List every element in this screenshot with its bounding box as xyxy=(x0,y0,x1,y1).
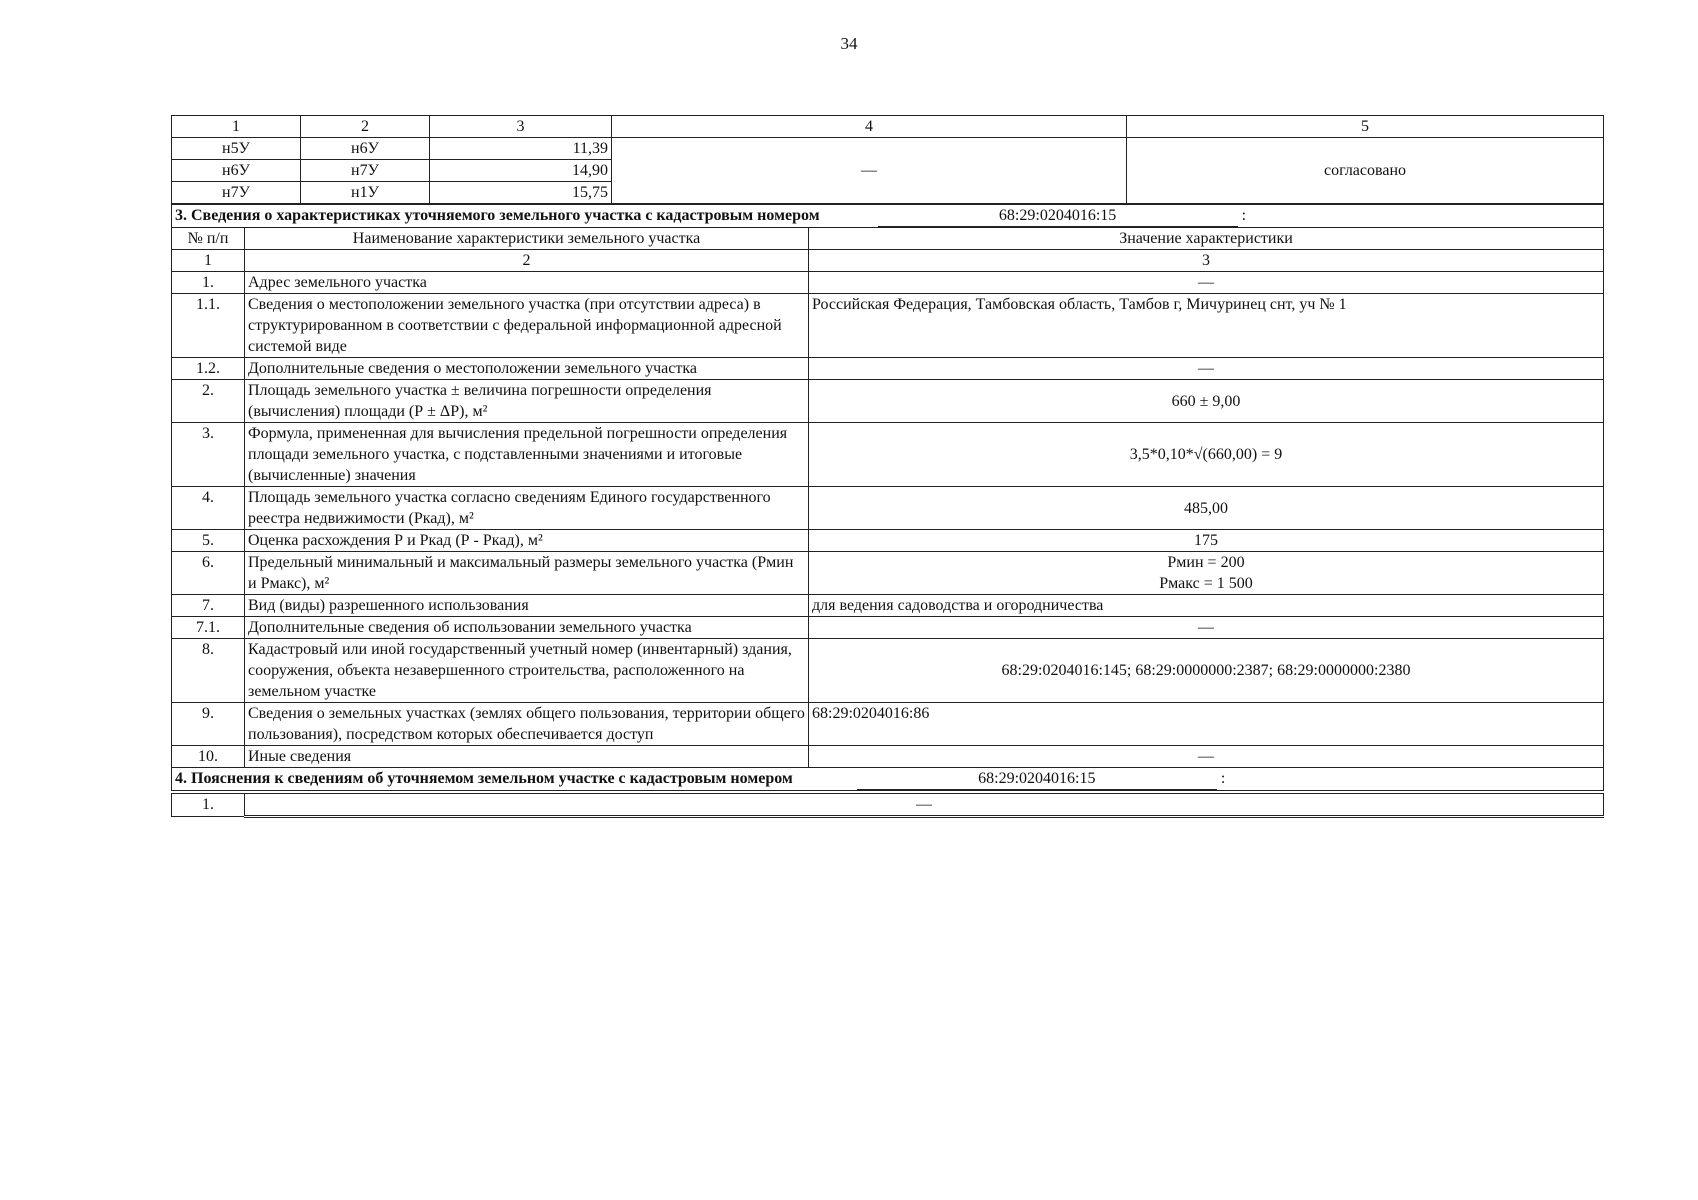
table-row xyxy=(172,552,1604,595)
header-name: Наименование характеристики земельного участка xyxy=(245,228,809,250)
row-num: 1.2. xyxy=(172,358,245,380)
section4-colon: : xyxy=(1220,770,1226,787)
row-value-max: Рмакс = 1 500 xyxy=(1159,575,1253,592)
row-name: Сведения о местоположении земельного участка (при отсутствии адреса) в структурированном в соответствии с федеральной информационной адресной системой виде xyxy=(245,294,809,358)
point-to: н6У xyxy=(301,138,430,160)
row-name: Кадастровый или иной государственный учетный номер (инвентарный) здания, сооружения, объекта незавершенного строительства, расположенного на земельном участке xyxy=(245,639,809,703)
row-name: Дополнительные сведения об использовании земельного участка xyxy=(245,617,809,639)
table-row xyxy=(172,703,1604,746)
row-num: 3. xyxy=(172,423,245,487)
row-num: 5. xyxy=(172,530,245,552)
section4-cadastral-number: 68:29:0204016:15 xyxy=(857,768,1217,790)
point-from: н7У xyxy=(172,182,301,204)
row-name: Адрес земельного участка xyxy=(245,272,809,294)
page-number: 34 xyxy=(840,34,858,53)
row-value-min: Рмин = 200 xyxy=(1167,554,1245,571)
row-num: 1. xyxy=(172,272,245,294)
row-value: для ведения садоводства и огородничества xyxy=(809,595,1604,617)
index-cell: 2 xyxy=(245,250,809,272)
document-table-block xyxy=(171,115,1604,818)
table-row xyxy=(172,530,1604,552)
row-num: 1. xyxy=(172,794,245,817)
boundary-header-row xyxy=(172,116,1604,138)
row-value: 485,00 xyxy=(809,487,1604,530)
row-value: 68:29:0204016:145; 68:29:0000000:2387; 68:29:0000000:2380 xyxy=(809,639,1604,703)
row-name: Сведения о земельных участках (землях общего пользования, территории общего пользования), посредством которых обеспечивается доступ xyxy=(245,703,809,746)
table-row xyxy=(172,595,1604,617)
section3-table xyxy=(171,204,1604,818)
section3-title-row xyxy=(172,205,1604,228)
table-row xyxy=(172,794,1604,817)
boundary-header-cell: 5 xyxy=(1127,116,1604,138)
table-row xyxy=(172,423,1604,487)
row-name: Оценка расхождения Р и Ркад (Р - Ркад), м² xyxy=(245,530,809,552)
row-num: 7. xyxy=(172,595,245,617)
row-value: — xyxy=(809,617,1604,639)
row-num: 1.1. xyxy=(172,294,245,358)
boundary-col4-value: — xyxy=(612,138,1127,204)
section3-header-row xyxy=(172,228,1604,250)
section3-colon: : xyxy=(1241,207,1247,224)
row-value: — xyxy=(809,746,1604,768)
table-row xyxy=(172,272,1604,294)
segment-length: 15,75 xyxy=(430,182,612,204)
header-value: Значение характеристики xyxy=(809,228,1604,250)
boundary-header-cell: 1 xyxy=(172,116,301,138)
table-row xyxy=(172,380,1604,423)
table-row xyxy=(172,294,1604,358)
section3-cadastral-number: 68:29:0204016:15 xyxy=(878,205,1238,227)
row-name: Площадь земельного участка согласно сведениям Единого государственного реестра недвижимости (Ркад), м² xyxy=(245,487,809,530)
row-value: 3,5*0,10*√(660,00) = 9 xyxy=(809,423,1604,487)
section3-title: 3. Сведения о характеристиках уточняемого земельного участка с кадастровым номером xyxy=(175,207,820,224)
point-from: н5У xyxy=(172,138,301,160)
section3-index-row xyxy=(172,250,1604,272)
boundary-header-cell: 3 xyxy=(430,116,612,138)
table-row xyxy=(172,358,1604,380)
segment-length: 11,39 xyxy=(430,138,612,160)
row-value: — xyxy=(809,272,1604,294)
row-value: 175 xyxy=(809,530,1604,552)
boundary-header-cell: 2 xyxy=(301,116,430,138)
row-name: Вид (виды) разрешенного использования xyxy=(245,595,809,617)
row-name: Площадь земельного участка ± величина погрешности определения (вычисления) площади (Р ± ΔР), м² xyxy=(245,380,809,423)
row-num: 7.1. xyxy=(172,617,245,639)
row-name: Дополнительные сведения о местоположении земельного участка xyxy=(245,358,809,380)
section4-title-row xyxy=(172,768,1604,791)
index-cell: 3 xyxy=(809,250,1604,272)
row-value: Российская Федерация, Тамбовская область, Тамбов г, Мичуринец снт, уч № 1 xyxy=(809,294,1604,358)
table-row xyxy=(172,617,1604,639)
boundary-header-cell: 4 xyxy=(612,116,1127,138)
row-name: Формула, примененная для вычисления предельной погрешности определения площади земельного участка, с подставленными значениями и итоговые (вычисленные) значения xyxy=(245,423,809,487)
boundary-col5-value: согласовано xyxy=(1127,138,1604,204)
segment-length: 14,90 xyxy=(430,160,612,182)
row-value: — xyxy=(245,794,1604,817)
row-value xyxy=(809,552,1604,595)
table-row xyxy=(172,487,1604,530)
row-value: 660 ± 9,00 xyxy=(809,380,1604,423)
index-cell: 1 xyxy=(172,250,245,272)
row-num: 2. xyxy=(172,380,245,423)
point-to: н7У xyxy=(301,160,430,182)
row-num: 10. xyxy=(172,746,245,768)
header-num: № п/п xyxy=(172,228,245,250)
row-num: 4. xyxy=(172,487,245,530)
boundary-table xyxy=(171,115,1604,204)
row-num: 6. xyxy=(172,552,245,595)
section4-title: 4. Пояснения к сведениям об уточняемом земельном участке с кадастровым номером xyxy=(175,770,793,787)
boundary-row xyxy=(172,138,1604,160)
row-value: 68:29:0204016:86 xyxy=(809,703,1604,746)
point-to: н1У xyxy=(301,182,430,204)
row-name: Иные сведения xyxy=(245,746,809,768)
row-num: 9. xyxy=(172,703,245,746)
table-row xyxy=(172,746,1604,768)
row-value: — xyxy=(809,358,1604,380)
table-row xyxy=(172,639,1604,703)
row-name: Предельный минимальный и максимальный размеры земельного участка (Рмин и Рмакс), м² xyxy=(245,552,809,595)
row-num: 8. xyxy=(172,639,245,703)
point-from: н6У xyxy=(172,160,301,182)
